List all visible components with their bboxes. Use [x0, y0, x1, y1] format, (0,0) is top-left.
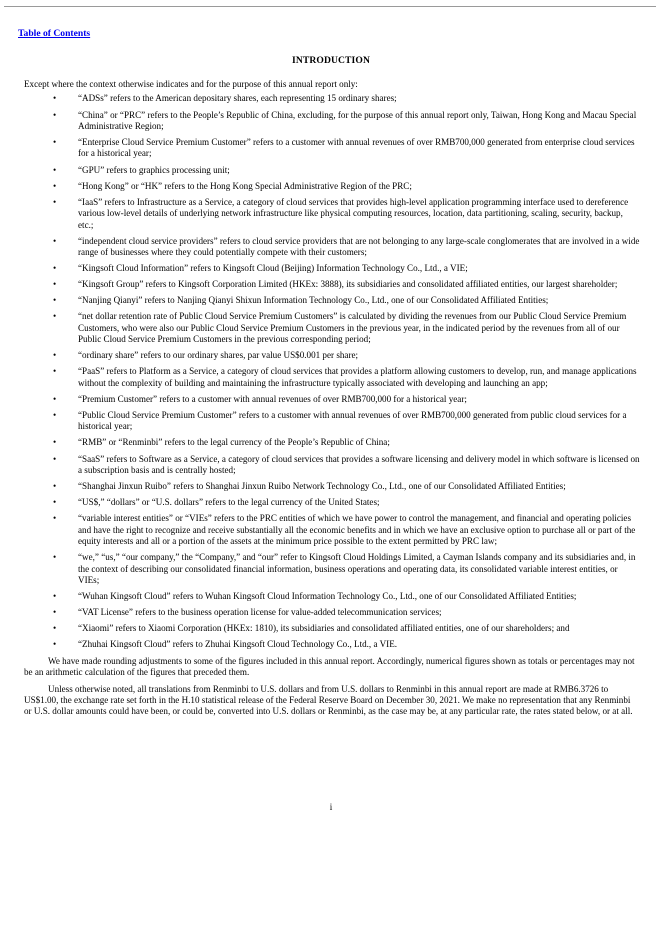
definition-item: [24, 454, 640, 477]
definition-text: “Xiaomi” refers to Xiaomi Corporation (HKEx: 1810), its subsidiaries and consolidated affiliated entities, one of our shareholders; and: [78, 623, 570, 634]
bullet-icon: •: [53, 109, 57, 120]
bullet-icon: •: [53, 591, 57, 602]
bullet-icon: •: [53, 137, 57, 147]
bullet-icon: •: [53, 513, 57, 524]
bullet-icon: •: [53, 279, 57, 290]
definition-text: “PaaS” refers to Platform as a Service, a category of cloud services that provides a platform allowing customers to develop, run, and manage applications without the complexity of building and maintaining the infrastructure typically associated with developing and launching an app;: [78, 366, 637, 388]
definition-text: “VAT License” refers to the business operation license for value-added telecommunication services;: [78, 607, 442, 618]
definition-item: [24, 236, 640, 259]
bullet-icon: •: [53, 235, 57, 246]
bullet-icon: •: [53, 552, 57, 563]
bullet-icon: •: [53, 196, 57, 207]
definition-item: [24, 366, 640, 389]
exchange-rate-paragraph: Unless otherwise noted, all translations from Renminbi to U.S. dollars and from U.S. dollars to Renminbi in this annual report are made at RMB6.3726 to US$1.00, the exchange rate set forth in the H.10 statistical release of the Federal Reserve Board on December 30, 2021. We make no representation that any Renminbi or U.S. dollar amounts could have been, or could be, converted into U.S. dollars or Renminbi, as the case may be, at any particular rate, the rates stated below, or at all.: [24, 683, 633, 717]
definition-text: “China” or “PRC” refers to the People’s Republic of China, excluding, for the purpose of this annual report only, Taiwan, Hong Kong and Macau Special Administrative Region;: [78, 109, 637, 131]
bullet-icon: •: [53, 180, 57, 191]
definition-item: [24, 437, 640, 448]
definition-text: “Zhuhai Kingsoft Cloud” refers to Zhuhai Kingsoft Cloud Technology Co., Ltd., a VIE.: [78, 639, 398, 650]
bullet-icon: •: [53, 393, 57, 404]
definition-item: [24, 279, 640, 290]
definition-text: “Enterprise Cloud Service Premium Customer” refers to a customer with annual revenues of over RMB700,000 generated from enterprise cloud services for a historical year;: [78, 137, 635, 159]
bullet-icon: •: [53, 607, 57, 618]
definition-text: “Kingsoft Cloud Information” refers to Kingsoft Cloud (Beijing) Information Technology Co., Ltd., a VIE;: [78, 263, 468, 274]
bullet-icon: •: [53, 93, 57, 104]
definition-item: [24, 197, 640, 231]
document-body: [24, 79, 640, 718]
definition-text: “US$,” “dollars” or “U.S. dollars” refers to the legal currency of the United States;: [78, 497, 380, 508]
definition-text: “independent cloud service providers” refers to cloud service providers that are not belonging to any large-scale conglomerates that are involved in a wide range of businesses where they could potentially compete with their customers;: [78, 235, 640, 257]
definition-text: “ADSs” refers to the American depositary shares, each representing 15 ordinary shares;: [78, 93, 397, 104]
definition-item: [24, 513, 640, 547]
definition-item: [24, 410, 640, 433]
definition-item: [24, 394, 640, 405]
bullet-icon: •: [53, 263, 57, 274]
definition-item: [24, 181, 640, 192]
bullet-icon: •: [53, 409, 57, 420]
definition-text: “Premium Customer” refers to a customer with annual revenues of over RMB700,000 for a historical year;: [78, 393, 467, 404]
page-number: i: [329, 802, 333, 812]
bullet-icon: •: [53, 437, 57, 448]
definition-item: [24, 481, 640, 492]
definition-text: “Nanjing Qianyi” refers to Nanjing Qianyi Shixun Information Technology Co., Ltd., one of our Consolidated Affiliated Entities;: [78, 295, 549, 306]
bullet-icon: •: [53, 366, 57, 377]
bullet-icon: •: [53, 639, 57, 650]
definition-text: “SaaS” refers to Software as a Service, a category of cloud services that provides a software licensing and delivery model in which software is licensed on a subscription basis and is centrally hosted;: [78, 453, 640, 475]
intro-paragraph: Except where the context otherwise indicates and for the purpose of this annual report only:: [24, 79, 358, 89]
definition-item: [24, 165, 640, 176]
definition-text: “variable interest entities” or “VIEs” refers to the PRC entities of which we have power to control the management, and financial and operating policies and have the right to recognize and receive substantially all the economic benefits and in which we have an exclusive option to purchase all or part of the equity interests and all or a portion of the assets at the minimum price possible to the extent permitted by PRC law;: [78, 513, 636, 547]
page-title: INTRODUCTION: [292, 55, 370, 66]
definition-item: [24, 639, 640, 650]
definition-text: “net dollar retention rate of Public Cloud Service Premium Customers” is calculated by dividing the revenues from our Public Cloud Service Premium Customers, who were also our Public Cloud Service Premium Customers in the previous year, in the indicated period by the revenues from all of our Public Cloud Service Premium Customers in the previous corresponding period;: [78, 311, 627, 345]
bullet-icon: •: [53, 453, 57, 464]
definition-text: “GPU” refers to graphics processing unit;: [78, 164, 230, 175]
bullet-icon: •: [53, 481, 57, 492]
definition-item: [24, 497, 640, 508]
top-divider: [4, 6, 656, 7]
definition-text: “Shanghai Jinxun Ruibo” refers to Shanghai Jinxun Ruibo Network Technology Co., Ltd., one of our Consolidated Affiliated Entities;: [78, 481, 566, 492]
definition-item: [24, 552, 640, 586]
table-of-contents-link[interactable]: Table of Contents: [18, 28, 91, 39]
definition-item: [24, 591, 640, 602]
definition-text: “ordinary share” refers to our ordinary shares, par value US$0.001 per share;: [78, 350, 359, 361]
bullet-icon: •: [53, 295, 57, 306]
bullet-icon: •: [53, 350, 57, 361]
definition-text: “Wuhan Kingsoft Cloud” refers to Wuhan Kingsoft Cloud Information Technology Co., Ltd., one of our Consolidated Affiliated Entities;: [78, 591, 577, 602]
definition-text: “RMB” or “Renminbi” refers to the legal currency of the People’s Republic of China;: [78, 437, 390, 448]
bullet-icon: •: [53, 623, 57, 634]
bullet-icon: •: [53, 164, 57, 175]
bullet-icon: •: [53, 497, 57, 508]
definition-text: “Hong Kong” or “HK” refers to the Hong Kong Special Administrative Region of the PRC;: [78, 180, 412, 191]
definition-text: “Kingsoft Group” refers to Kingsoft Corporation Limited (HKEx: 3888), its subsidiaries and consolidated affiliated entities, our largest shareholder;: [78, 279, 618, 290]
definition-text: “IaaS” refers to Infrastructure as a Service, a category of cloud services that provides high-level application programming interface used to dereference various low-level details of underlying network infrastructure like physical computing resources, location, data partitioning, scaling, security, backup, etc.;: [78, 196, 629, 230]
bullet-icon: •: [53, 311, 57, 322]
definition-item: [24, 137, 640, 160]
definition-item: [24, 110, 640, 133]
definition-item: [24, 607, 640, 618]
definition-item: [24, 93, 640, 104]
definition-item: [24, 623, 640, 634]
definition-item: [24, 263, 640, 274]
definition-item: [24, 350, 640, 361]
definition-text: “Public Cloud Service Premium Customer” refers to a customer with annual revenues of over RMB700,000 generated from public cloud services for a historical year;: [78, 409, 627, 432]
definition-item: [24, 311, 640, 345]
definitions-list: [24, 93, 640, 650]
definition-text: “we,” “us,” “our company,” the “Company,” and “our” refer to Kingsoft Cloud Holdings Limited, a Cayman Islands company and its subsidiaries and, in the context of describing our consolidated financial information, business operations and operating data, its consolidated variable interest entities, or VIEs;: [78, 552, 636, 585]
definition-item: [24, 295, 640, 306]
rounding-paragraph: We have made rounding adjustments to some of the figures included in this annual report. Accordingly, numerical figures shown as totals or percentages may not be an arithmetic calculation of the figures that preceded them.: [24, 655, 635, 678]
